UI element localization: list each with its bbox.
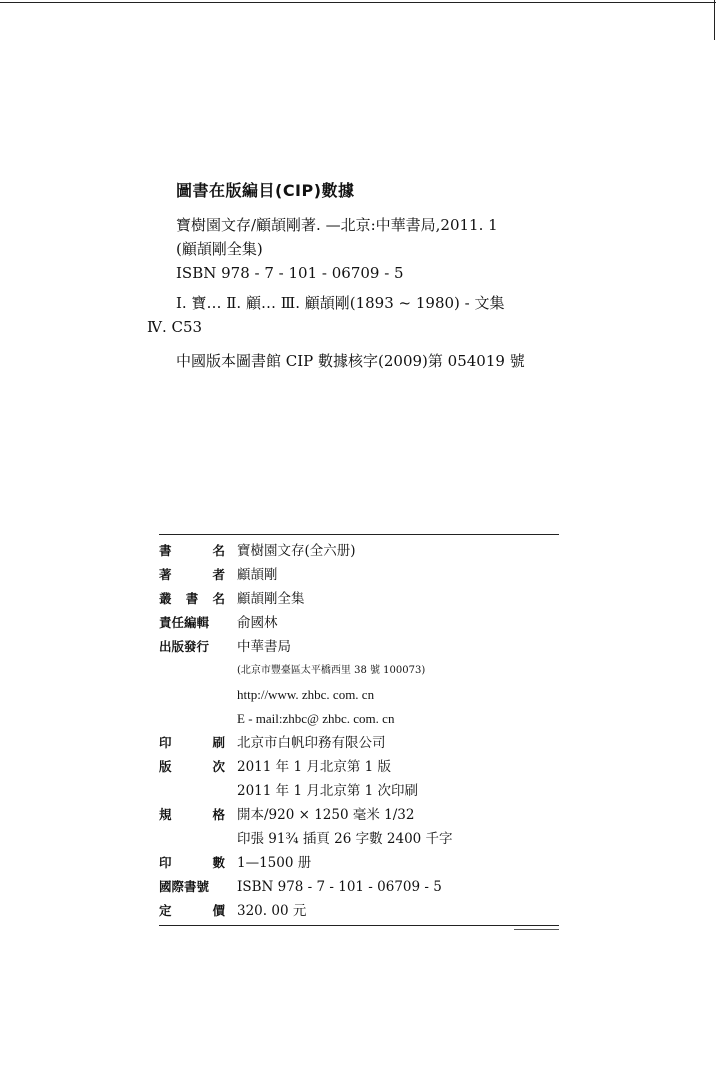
value-format: 開本/920 × 1250 毫米 1/32 xyxy=(237,807,415,823)
value-author: 顧頡剛 xyxy=(237,567,278,583)
cip-title-author-publisher: 寶樹園文存/顧頡剛著. —北京:中華書局,2011. 1 xyxy=(176,216,498,234)
colophon-row-sheets xyxy=(159,827,559,851)
page-edge-line xyxy=(714,0,715,40)
cip-isbn: ISBN 978 - 7 - 101 - 06709 - 5 xyxy=(176,264,404,282)
value-publisher: 中華書局 xyxy=(237,639,291,655)
colophon-row-series xyxy=(159,587,559,611)
value-printing: 2011 年 1 月北京第 1 次印刷 xyxy=(237,783,418,799)
cip-block xyxy=(147,178,646,373)
label-isbn: 國際書號 xyxy=(159,879,210,894)
label-char: 格 xyxy=(212,807,225,822)
value-printer: 北京市白帆印務有限公司 xyxy=(237,735,386,751)
value-address: (北京市豐臺區太平橋西里 38 號 100073) xyxy=(237,665,426,676)
colophon-top-rule xyxy=(159,534,559,535)
label-char: 書 xyxy=(185,591,199,606)
label-publisher: 出版發行 xyxy=(159,639,210,654)
label-char: 書 xyxy=(159,543,172,558)
cip-subjects: Ⅰ. 寶… Ⅱ. 顧… Ⅲ. 顧頡剛(1893 ~ 1980) - 文集 xyxy=(176,294,505,312)
value-edition: 2011 年 1 月北京第 1 版 xyxy=(237,759,391,775)
colophon-row-title xyxy=(159,539,559,563)
cip-record-number: 中國版本圖書館 CIP 數據核字(2009)第 054019 號 xyxy=(176,352,525,370)
cip-series: (顧頡剛全集) xyxy=(176,240,263,258)
label-title xyxy=(159,539,237,563)
colophon-bottom-rule-short xyxy=(514,929,559,930)
label-series xyxy=(159,587,237,611)
label-editor: 責任編輯 xyxy=(159,615,210,630)
value-editor: 俞國林 xyxy=(237,615,278,631)
colophon-row-print-run xyxy=(159,851,559,875)
label-char: 者 xyxy=(212,567,225,582)
label-edition xyxy=(159,755,237,779)
colophon-bottom-rule xyxy=(159,925,559,926)
label-printer xyxy=(159,731,237,755)
value-series: 顧頡剛全集 xyxy=(237,591,305,607)
colophon-row-email xyxy=(159,707,559,731)
label-char: 次 xyxy=(212,759,225,774)
page-top-rule xyxy=(0,2,716,3)
colophon-row-printing xyxy=(159,779,559,803)
label-char: 價 xyxy=(212,903,225,918)
label-char: 規 xyxy=(159,807,172,822)
colophon-row-editor xyxy=(159,611,559,635)
label-char: 印 xyxy=(159,855,172,870)
label-char: 刷 xyxy=(212,735,225,750)
value-isbn: ISBN 978 - 7 - 101 - 06709 - 5 xyxy=(237,879,442,895)
colophon-row-url xyxy=(159,683,559,707)
label-char: 著 xyxy=(159,567,172,582)
colophon-row-price xyxy=(159,899,559,923)
colophon-row-isbn xyxy=(159,875,559,899)
value-sheets: 印張 91¾ 插頁 26 字數 2400 千字 xyxy=(237,831,453,847)
label-char: 版 xyxy=(159,759,172,774)
colophon-block xyxy=(159,534,559,930)
colophon-row-printer xyxy=(159,731,559,755)
value-title: 寶樹園文存(全六册) xyxy=(237,543,356,559)
label-format xyxy=(159,803,237,827)
colophon-row-author xyxy=(159,563,559,587)
label-char: 名 xyxy=(212,543,225,558)
cip-classification: Ⅳ. C53 xyxy=(147,318,203,336)
label-char: 叢 xyxy=(159,591,172,606)
colophon-row-address xyxy=(159,659,559,683)
colophon-row-format xyxy=(159,803,559,827)
label-char: 數 xyxy=(212,855,225,870)
label-char: 印 xyxy=(159,735,172,750)
value-email: E - mail:zhbc@ zhbc. com. cn xyxy=(237,711,395,726)
value-print-run: 1—1500 册 xyxy=(237,855,312,871)
label-print-run xyxy=(159,851,237,875)
label-author xyxy=(159,563,237,587)
colophon-row-publisher xyxy=(159,635,559,659)
label-price xyxy=(159,899,237,923)
value-url: http://www. zhbc. com. cn xyxy=(237,687,375,702)
cip-title: 圖書在版編目(CIP)數據 xyxy=(176,181,355,200)
colophon-row-edition xyxy=(159,755,559,779)
label-char: 定 xyxy=(159,903,172,918)
label-char: 名 xyxy=(212,591,225,606)
value-price: 320. 00 元 xyxy=(237,903,307,919)
